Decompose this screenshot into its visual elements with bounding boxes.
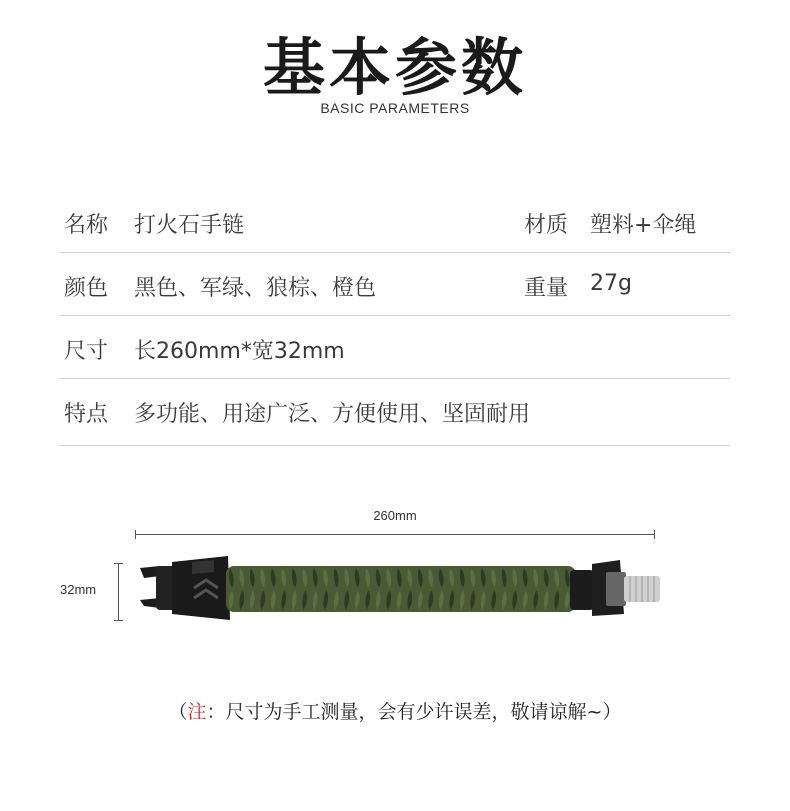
whistle-buckle bbox=[140, 556, 230, 620]
material-value: 塑料+伞绳 bbox=[590, 213, 697, 238]
material-label: 材质 bbox=[524, 213, 569, 238]
feature-value: 多功能、用途广泛、方便使用、坚固耐用 bbox=[134, 402, 531, 427]
feature-label: 特点 bbox=[64, 402, 109, 427]
height-dimension-line bbox=[118, 563, 119, 621]
size-label: 尺寸 bbox=[64, 339, 109, 364]
note-text: ：尺寸为手工测量，会有少许误差，敬请谅解~） bbox=[206, 701, 622, 723]
width-dimension-tick-left bbox=[135, 530, 136, 539]
name-value: 打火石手链 bbox=[134, 213, 245, 238]
page-title: 基本参数 bbox=[262, 31, 527, 104]
page-subtitle: BASIC PARAMETERS bbox=[320, 100, 470, 116]
measurement-note bbox=[0, 697, 790, 724]
height-dimension-tick-bottom bbox=[114, 620, 123, 621]
flint-buckle bbox=[570, 560, 660, 616]
color-value: 黑色、军绿、狼棕、橙色 bbox=[134, 276, 377, 301]
color-label: 颜色 bbox=[64, 276, 109, 301]
parameters-table bbox=[60, 190, 730, 446]
weight-label: 重量 bbox=[524, 276, 569, 301]
width-dimension-tick-right bbox=[654, 530, 655, 539]
paracord-weave bbox=[226, 566, 576, 612]
bracelet-image bbox=[130, 548, 660, 628]
width-dimension-line bbox=[135, 534, 654, 535]
name-label: 名称 bbox=[64, 213, 109, 238]
param-row-name-material bbox=[60, 190, 730, 253]
note-open-paren: （ bbox=[168, 701, 188, 723]
note-keyword: 注 bbox=[187, 701, 207, 723]
size-value: 长260mm*宽32mm bbox=[134, 339, 345, 364]
param-row-feature bbox=[60, 379, 730, 446]
weight-value: 27g bbox=[590, 271, 632, 296]
height-dimension-label: 32mm bbox=[60, 582, 97, 597]
height-dimension-tick-top bbox=[114, 563, 123, 564]
param-row-color-weight bbox=[60, 253, 730, 316]
param-row-size bbox=[60, 316, 730, 379]
width-dimension-label: 260mm bbox=[373, 508, 417, 523]
